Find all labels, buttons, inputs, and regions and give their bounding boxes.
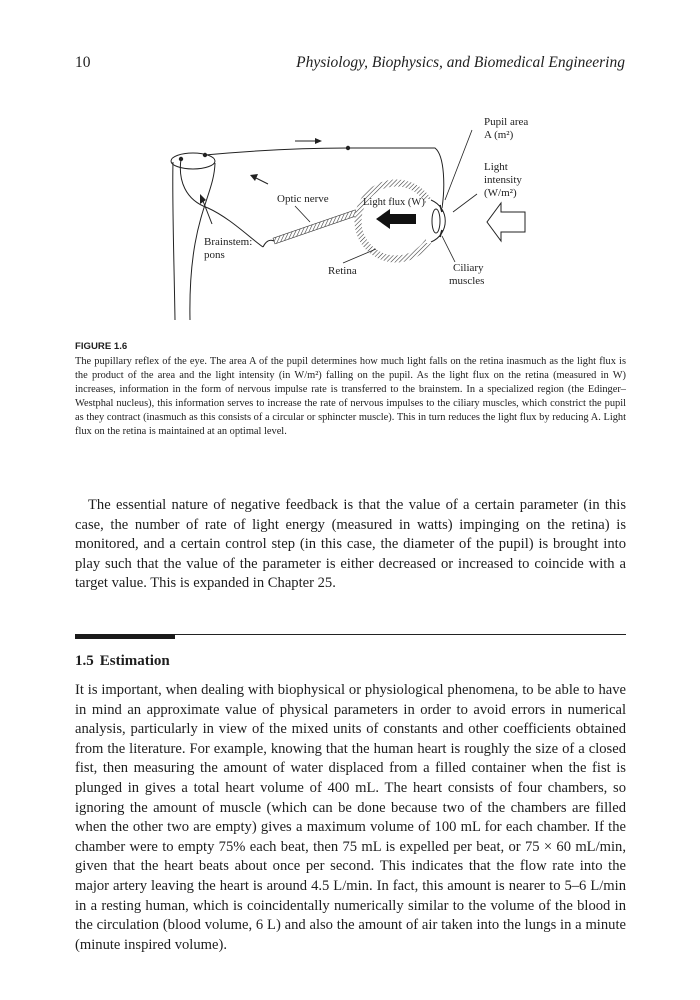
optic-nerve (273, 210, 357, 244)
section-title: Estimation (99, 653, 170, 669)
pupil-area-unit-label: A (m²) (484, 129, 514, 141)
brainstem-label: Brainstem: (204, 236, 253, 248)
figure-caption-text: The pupillary reflex of the eye. The area A of the pupil determines how much light falls on the retina inasmuch as the light flux is the product of the area and the light intensity (in W/m²) falling on the pupil. As the light flux on the retina (measured in W) increases, information in the form of nervous impulse rate is transferred to the brainstem. In a specialized region (the Edinger–Westphal nucleus), this information serves to increase the rate of nervous impulses to the ciliary muscles, which constrict the pupil as they contract (inasmuch as this consists of a circular or sphincter muscle). This in turn reduces the light flux by reducing A. Light flux on the retina is maintained at an optimal level. (75, 356, 626, 437)
brainstem-tract-left (173, 162, 175, 320)
optic-nerve-pointer (295, 206, 310, 222)
light-flux-label: Light flux (W) (363, 197, 425, 208)
body-paragraph-negative-feedback: The essential nature of negative feedback is that the value of a certain parameter (in this case, the number of rate of light energy (measured in watts) impinging on the retina) is monitored, and a certain control step (in this case, the diameter of the pupil) is brought into play such that the value of the parameter is either decreased or increased to coincide with a target value. This is expanded in Chapter 25. (75, 497, 626, 592)
flow-arrow-top (295, 138, 322, 144)
retina-label: Retina (328, 265, 357, 277)
light-flux-arrow (376, 209, 416, 229)
ciliary-pointer (442, 236, 455, 262)
ciliary-label: Ciliary (453, 262, 484, 274)
brainstem-pons-label: pons (204, 249, 225, 261)
light-intensity-label: Light (484, 161, 508, 173)
brainstem-nucleus-oval (171, 153, 215, 169)
incoming-light-arrow (487, 203, 525, 241)
pupil-area-pointer (445, 130, 472, 200)
figure-caption-label: FIGURE 1.6 (75, 341, 128, 352)
light-intensity-pointer (453, 194, 477, 212)
light-intensity-label-2: intensity (484, 174, 522, 186)
ciliary-muscles-label: muscles (449, 275, 485, 287)
light-intensity-unit-label: (W/m²) (484, 187, 517, 199)
optic-nerve-connector (263, 240, 274, 247)
figure-drawing (150, 108, 550, 330)
section-rule-accent (75, 634, 175, 639)
page-header (75, 54, 625, 74)
retina-pointer (343, 249, 376, 263)
pupil-area-label: Pupil area (484, 116, 529, 128)
pupillary-reflex-figure (150, 108, 550, 330)
brainstem-loop (180, 159, 263, 247)
body-paragraph-estimation: It is important, when dealing with biophysical or physiological phenomena, to be able to have in mind an approximate value of physical parameters in order to avoid errors in numerical analysis, particularly in view of the mixed units of constants and other coefficients obtained from the literature. For example, knowing that the human heart is roughly the size of a closed fist, then measuring the amount of water displaced from a filled container when the fist is plunged in gives a total heart volume of 400 mL. The heart consists of four chambers, so ignoring the amount of muscle (which can be done because two of the chambers are filled when the other two are empty) gives a maximum volume of 100 mL for each chamber. If the chamber were to empty 75% each beat, then 75 mL is expelled per beat, or 75 × 60 mL/min, given that the heart beats about once per second. This indicates that the flow rate into the major artery leaving the heart is around 4.5 L/min. In fact, this amount is nearer to 5–6 L/min in a resting human, which is coincidentally numerically similar to the volume of the blood in the circulation (blood volume, 6 L) and also the amount of air taken into the lungs in a minute (minute inspired volume). (75, 682, 626, 953)
section-number: 1.5 (75, 653, 94, 669)
page-number: 10 (75, 54, 91, 71)
section-heading (75, 653, 176, 670)
running-title: Physiology, Biophysics, and Biomedical Engineering (296, 54, 625, 71)
flow-arrow-upper-left (250, 174, 268, 184)
figure-caption (75, 340, 626, 439)
optic-nerve-label: Optic nerve (277, 193, 329, 205)
